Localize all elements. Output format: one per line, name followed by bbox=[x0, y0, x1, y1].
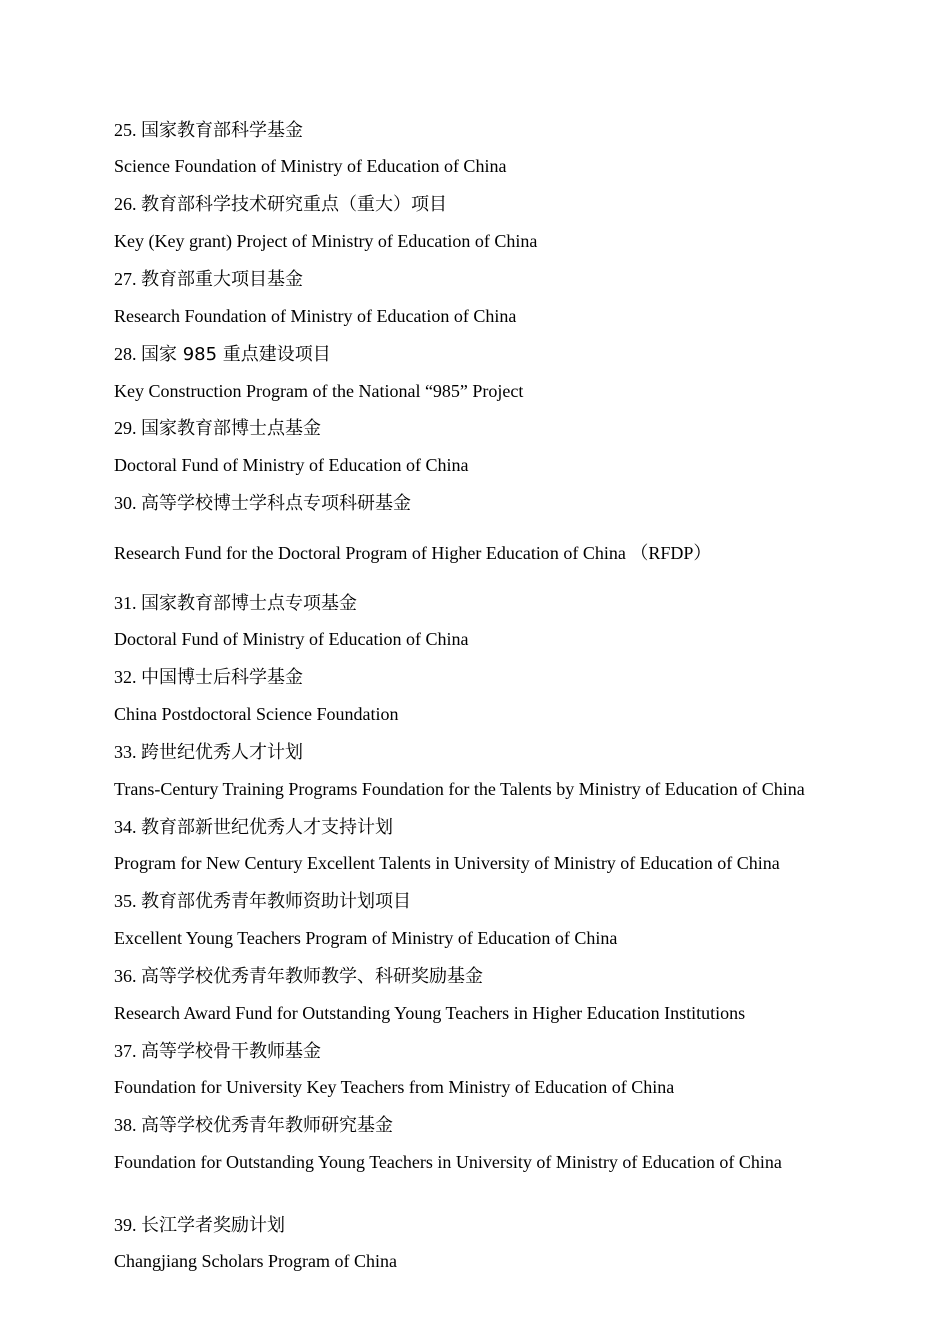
chinese-name: 高等学校博士学科点专项科研基金 bbox=[141, 493, 411, 514]
entry-34-chinese-title bbox=[114, 815, 393, 840]
entry-number: 28. bbox=[114, 344, 137, 364]
entry-25-english-title: Science Foundation of Ministry of Education of China bbox=[114, 156, 507, 176]
entry-number: 29. bbox=[114, 418, 137, 438]
entry-29-chinese-title bbox=[114, 416, 321, 441]
entry-27-english-title: Research Foundation of Ministry of Education of China bbox=[114, 306, 517, 326]
entry-number: 36. bbox=[114, 966, 137, 986]
entry-28-chinese-title bbox=[114, 342, 331, 367]
entry-29-english-title: Doctoral Fund of Ministry of Education of China bbox=[114, 455, 469, 475]
chinese-name: 长江学者奖励计划 bbox=[141, 1215, 285, 1236]
chinese-name: 国家教育部科学基金 bbox=[141, 120, 303, 141]
entry-number: 31. bbox=[114, 593, 137, 613]
chinese-name: 教育部科学技术研究重点（重大）项目 bbox=[141, 194, 447, 215]
chinese-name: 国家 985 重点建设项目 bbox=[141, 344, 331, 365]
entry-26-chinese-title bbox=[114, 192, 447, 217]
entry-35-english-title: Excellent Young Teachers Program of Ministry of Education of China bbox=[114, 928, 618, 948]
chinese-name: 高等学校优秀青年教师教学、科研奖励基金 bbox=[141, 966, 483, 987]
entry-31-english-title: Doctoral Fund of Ministry of Education of China bbox=[114, 629, 469, 649]
entry-26-english-title: Key (Key grant) Project of Ministry of Education of China bbox=[114, 231, 538, 251]
chinese-name: 教育部新世纪优秀人才支持计划 bbox=[141, 817, 393, 838]
entry-number: 39. bbox=[114, 1215, 137, 1235]
entry-27-chinese-title bbox=[114, 267, 303, 292]
entry-number: 35. bbox=[114, 891, 137, 911]
entry-39-english-title: Changjiang Scholars Program of China bbox=[114, 1251, 397, 1271]
chinese-name: 中国博士后科学基金 bbox=[141, 667, 303, 688]
entry-38-english-title: Foundation for Outstanding Young Teachers in University of Ministry of Education of China bbox=[114, 1152, 782, 1172]
entry-32-chinese-title bbox=[114, 665, 303, 690]
entry-28-english-title: Key Construction Program of the National “985” Project bbox=[114, 381, 524, 401]
entry-number: 34. bbox=[114, 817, 137, 837]
entry-number: 37. bbox=[114, 1041, 137, 1061]
entry-33-english-title: Trans-Century Training Programs Foundation for the Talents by Ministry of Education of China bbox=[114, 779, 805, 799]
chinese-name: 跨世纪优秀人才计划 bbox=[141, 742, 303, 763]
entry-38-chinese-title bbox=[114, 1113, 393, 1138]
entry-31-chinese-title bbox=[114, 591, 357, 616]
entry-32-english-title: China Postdoctoral Science Foundation bbox=[114, 704, 399, 724]
chinese-name: 教育部重大项目基金 bbox=[141, 269, 303, 290]
entry-number: 26. bbox=[114, 194, 137, 214]
entry-number: 33. bbox=[114, 742, 137, 762]
entry-number: 25. bbox=[114, 120, 137, 140]
entry-number: 30. bbox=[114, 493, 137, 513]
entry-36-chinese-title bbox=[114, 964, 483, 989]
chinese-name: 国家教育部博士点专项基金 bbox=[141, 593, 357, 614]
entry-37-chinese-title bbox=[114, 1039, 321, 1064]
entry-30-chinese-title bbox=[114, 491, 411, 516]
entry-36-english-title: Research Award Fund for Outstanding Young Teachers in Higher Education Institutions bbox=[114, 1003, 746, 1023]
entry-39-chinese-title bbox=[114, 1213, 285, 1238]
chinese-name: 高等学校骨干教师基金 bbox=[141, 1041, 321, 1062]
entry-number: 38. bbox=[114, 1115, 137, 1135]
chinese-name: 国家教育部博士点基金 bbox=[141, 418, 321, 439]
entry-25-chinese-title bbox=[114, 118, 303, 143]
chinese-name: 高等学校优秀青年教师研究基金 bbox=[141, 1115, 393, 1136]
entry-33-chinese-title bbox=[114, 740, 303, 765]
chinese-name: 教育部优秀青年教师资助计划项目 bbox=[141, 891, 411, 912]
entry-30-english-title: Research Fund for the Doctoral Program of Higher Education of China （RFDP） bbox=[114, 543, 712, 563]
entry-34-english-title: Program for New Century Excellent Talents in University of Ministry of Education of China bbox=[114, 853, 780, 873]
entry-number: 27. bbox=[114, 269, 137, 289]
entry-37-english-title: Foundation for University Key Teachers from Ministry of Education of China bbox=[114, 1077, 675, 1097]
entry-35-chinese-title bbox=[114, 889, 411, 914]
entry-number: 32. bbox=[114, 667, 137, 687]
